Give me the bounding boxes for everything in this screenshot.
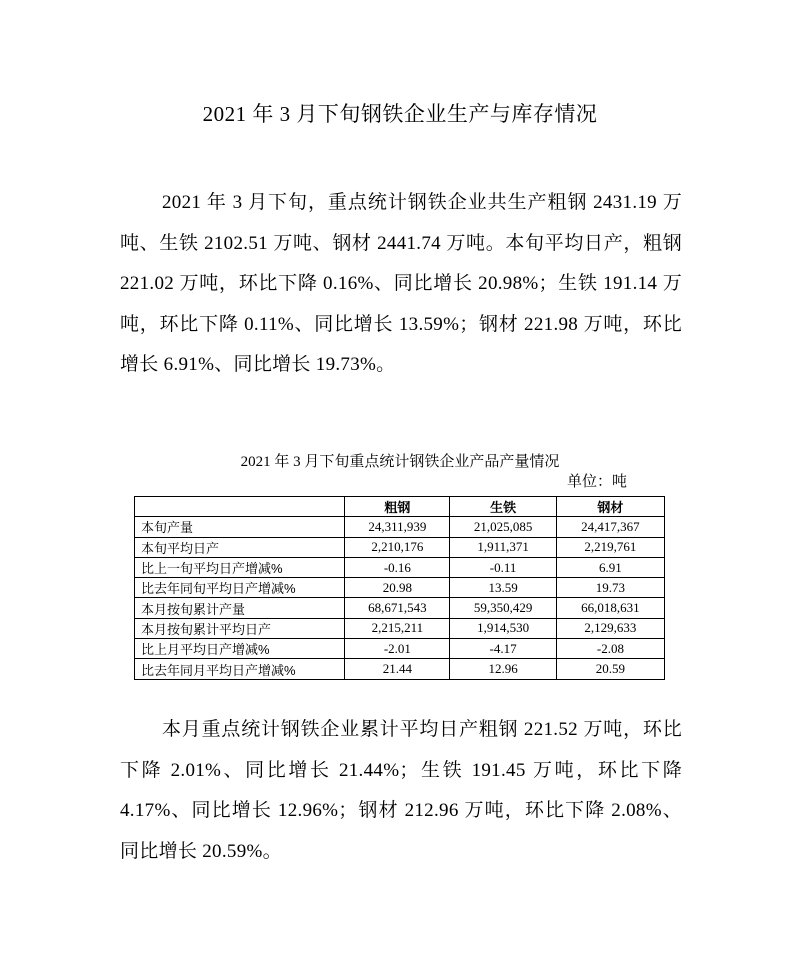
unit-label: 单位：吨 [566,474,627,490]
cell-value: -4.17 [450,639,557,659]
table-row [135,537,665,557]
cell-value: 24,417,367 [556,517,664,537]
cell-value: 1,914,530 [450,618,557,638]
page-title: 2021 年 3 月下旬钢铁企业生产与库存情况 [202,102,598,126]
row-label: 本月按旬累计产量 [135,598,345,618]
cell-value: 2,210,176 [345,537,450,557]
cell-value: 59,350,429 [450,598,557,618]
cell-value: 6.91 [556,557,664,577]
cell-value: 2,219,761 [556,537,664,557]
cell-value: 21,025,085 [450,517,557,537]
table-row [135,578,665,598]
cell-value: -2.08 [556,639,664,659]
production-table-body [135,517,665,679]
cell-value: 20.98 [345,578,450,598]
row-label: 本月按旬累计平均日产 [135,618,345,638]
cell-value: -0.16 [345,557,450,577]
cell-value: 66,018,631 [556,598,664,618]
header-pig-iron: 生铁 [450,497,557,517]
table-row [135,557,665,577]
summary-paragraph: 本月重点统计钢铁企业累计平均日产粗钢 221.52 万吨，环比下降 2.01%、同比增长 21.44%；生铁 191.45 万吨，环比下降 4.17%、同比增长 12.96%；钢材 212.96 万吨，环比下降 2.08%、同比增长 20.59%。 [120,719,682,862]
row-label: 比上月平均日产增减% [135,639,345,659]
cell-value: 13.59 [450,578,557,598]
table-header-row [135,497,665,517]
table-caption: 2021 年 3 月下旬重点统计钢铁企业产品产量情况 [240,454,560,470]
header-blank [135,497,345,517]
header-steel-products: 钢材 [556,497,664,517]
cell-value: 20.59 [556,659,664,679]
row-label: 本旬平均日产 [135,537,345,557]
cell-value: 12.96 [450,659,557,679]
production-table [134,496,665,680]
cell-value: 24,311,939 [345,517,450,537]
row-label: 比去年同月平均日产增减% [135,659,345,679]
cell-value: 19.73 [556,578,664,598]
cell-value: 68,671,543 [345,598,450,618]
cell-value: -2.01 [345,639,450,659]
row-label: 比上一旬平均日产增减% [135,557,345,577]
cell-value: 21.44 [345,659,450,679]
table-row [135,598,665,618]
row-label: 比去年同旬平均日产增减% [135,578,345,598]
table-row [135,618,665,638]
cell-value: 2,215,211 [345,618,450,638]
cell-value: 1,911,371 [450,537,557,557]
table-row [135,517,665,537]
cell-value: 2,129,633 [556,618,664,638]
intro-paragraph: 2021 年 3 月下旬，重点统计钢铁企业共生产粗钢 2431.19 万吨、生铁 2102.51 万吨、钢材 2441.74 万吨。本旬平均日产，粗钢 221.02 万吨，环比下降 0.16%、同比增长 20.98%；生铁 191.14 万吨，环比下降 0.11%、同比增长 13.59%；钢材 221.98 万吨，环比增长 6.91%、同比增长 19.73%。 [120,192,682,376]
table-row [135,639,665,659]
table-row [135,659,665,679]
header-crude-steel: 粗钢 [345,497,450,517]
cell-value: -0.11 [450,557,557,577]
row-label: 本旬产量 [135,517,345,537]
